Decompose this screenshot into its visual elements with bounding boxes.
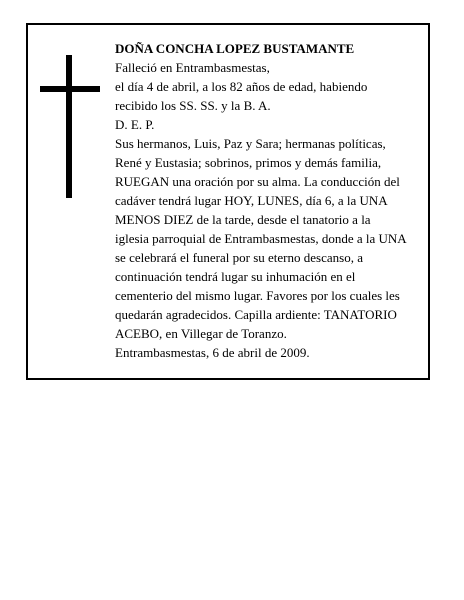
notice-line: René y Eustasia; sobrinos, primos y demás familia, xyxy=(115,155,382,170)
notice-line: cementerio del mismo lugar. Favores por los cuales les xyxy=(115,288,400,303)
notice-line: recibido los SS. SS. y la B. A. xyxy=(115,98,271,113)
notice-line: quedarán agradecidos. Capilla ardiente: TANATORIO xyxy=(115,307,397,322)
notice-line: se celebrará el funeral por su eterno descanso, a xyxy=(115,250,363,265)
notice-line: el día 4 de abril, a los 82 años de edad, habiendo xyxy=(115,79,368,94)
notice-line: RUEGAN una oración por su alma. La conducción del xyxy=(115,174,400,189)
cross-icon xyxy=(40,55,100,198)
deceased-name: DOÑA CONCHA LOPEZ BUSTAMANTE xyxy=(115,41,355,56)
notice-line: MENOS DIEZ de la tarde, desde el tanatorio a la xyxy=(115,212,371,227)
cross-vertical-bar xyxy=(66,55,72,198)
notice-line: cadáver tendrá lugar HOY, LUNES, día 6, a la UNA xyxy=(115,193,388,208)
notice-line: D. E. P. xyxy=(115,117,155,132)
notice-line: ACEBO, en Villegar de Toranzo. xyxy=(115,326,287,341)
notice-line: Falleció en Entrambasmestas, xyxy=(115,60,270,75)
notice-line: iglesia parroquial de Entrambasmestas, donde a la UNA xyxy=(115,231,407,246)
notice-line: continuación tendrá lugar su inhumación en el xyxy=(115,269,356,284)
notice-line: Sus hermanos, Luis, Paz y Sara; hermanas políticas, xyxy=(115,136,386,151)
cross-horizontal-bar xyxy=(40,86,100,92)
notice-line: Entrambasmestas, 6 de abril de 2009. xyxy=(115,345,310,360)
notice-body xyxy=(115,39,425,362)
obituary-notice xyxy=(26,23,430,380)
